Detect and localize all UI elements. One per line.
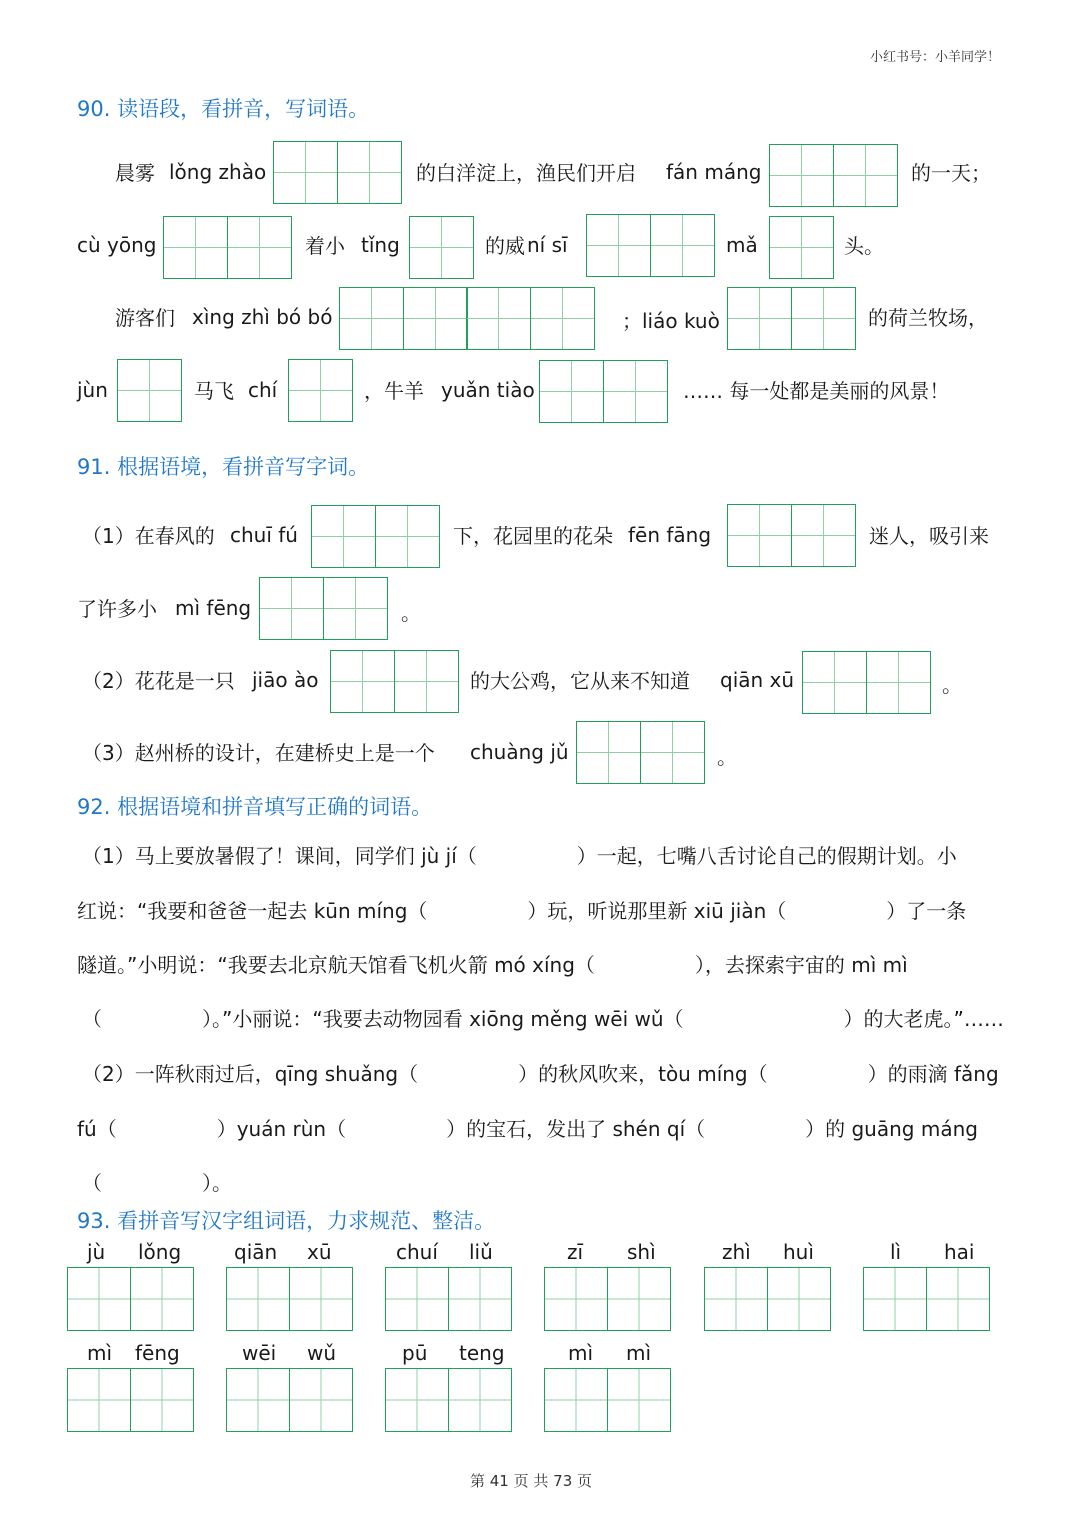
q93-pinyin: chuí [396,1240,438,1264]
writing-grid[interactable] [586,214,713,277]
q90-pinyin: jùn [77,378,108,402]
q90-text: 的一天； [911,161,991,185]
q91-text: 。 [401,601,421,625]
writing-grid[interactable] [769,144,896,207]
q90-text: 的威 [485,234,525,258]
q93-title: 93. 看拼音写汉字组词语，力求规范、整洁。 [77,1209,496,1233]
q91-text: 迷人，吸引来 [869,524,989,548]
writing-grid[interactable] [259,577,386,640]
writing-grid[interactable] [339,287,593,350]
writing-grid[interactable] [704,1267,829,1331]
q91-text: （3）赵州桥的设计，在建桥史上是一个 [82,741,435,765]
q92-line: fú（ ）yuán rùn（ ）的宝石，发出了 shén qí（ ）的 guāng máng [77,1117,978,1141]
q90-text: 游客们 [115,306,175,330]
watermark: 小红书号：小羊同学！ [870,50,1001,65]
q90-pinyin: cù yōng [77,233,157,257]
q93-pinyin: xū [307,1240,332,1264]
writing-grid[interactable] [576,721,703,784]
q93-pinyin: wǔ [307,1341,337,1365]
q93-pinyin: mì [87,1341,113,1365]
writing-grid[interactable] [226,1368,351,1432]
q92-line: （ ）。”小丽说：“我要去动物园看 xiōng měng wēi wǔ（ ）的大老虎。”…… [82,1007,1004,1031]
page-footer: 第 41 页 共 73 页 [470,1472,593,1490]
q91-text: 下，花园里的花朵 [453,524,613,548]
q91-text: （1）在春风的 [82,524,215,548]
writing-grid[interactable] [863,1267,988,1331]
writing-grid[interactable] [539,360,666,423]
writing-grid[interactable] [727,287,854,350]
q93-pinyin: liǔ [469,1240,493,1264]
q91-pinyin: chuàng jǔ [470,740,569,764]
q92-line: 红说：“我要和爸爸一起去 kūn míng（ ）玩，听说那里新 xiū jiàn（ ）了一条 [77,899,967,923]
q92-line: 隧道。”小明说：“我要去北京航天馆看飞机火箭 mó xíng（ ），去探索宇宙的 mì mì [77,953,908,977]
q90-pinyin: fán máng [666,160,762,184]
q90-text: ，牛羊 [364,379,424,403]
q91-text: 了许多小 [77,597,157,621]
q93-pinyin: shì [627,1240,656,1264]
q91-pinyin: mì fēng [175,596,252,620]
q93-pinyin: jù [87,1240,106,1264]
q91-text: （2）花花是一只 [82,669,235,693]
writing-grid[interactable] [769,216,833,279]
q91-pinyin: qiān xū [720,668,795,692]
writing-grid[interactable] [385,1368,510,1432]
q90-pinyin: yuǎn tiào [441,378,535,402]
q93-pinyin: mì [568,1341,594,1365]
writing-grid[interactable] [311,505,438,568]
writing-grid[interactable] [409,216,473,279]
q92-line: （1）马上要放暑假了！课间，同学们 jù jí（ ）一起，七嘴八舌讨论自己的假期计划。小 [82,844,957,868]
q93-pinyin: hai [944,1240,975,1264]
q93-pinyin: lì [890,1240,902,1264]
q90-pinyin: chí [248,378,278,402]
q93-pinyin: huì [783,1240,814,1264]
writing-grid[interactable] [163,216,290,279]
writing-grid[interactable] [330,650,457,713]
writing-grid[interactable] [288,359,352,422]
q90-pinyin: ní sī [527,233,568,257]
q93-pinyin: wēi [242,1341,277,1365]
q90-pinyin: xìng zhì bó bó [192,305,333,329]
q90-text: …… 每一处都是美丽的风景！ [683,379,950,403]
q90-text: 头。 [844,234,884,258]
q93-pinyin: teng [459,1341,505,1365]
writing-grid[interactable] [226,1267,351,1331]
writing-grid[interactable] [67,1368,192,1432]
q91-pinyin: fēn fāng [628,523,712,547]
writing-grid[interactable] [273,141,400,204]
q92-title: 92. 根据语境和拼音填写正确的词语。 [77,795,433,819]
q93-pinyin: mì [626,1341,652,1365]
q93-pinyin: zhì [722,1240,751,1264]
q90-text: 马飞 [194,379,234,403]
writing-grid[interactable] [67,1267,192,1331]
q92-line: （2）一阵秋雨过后，qīng shuǎng（ ）的秋风吹来，tòu míng（ ）的雨滴 fǎng [82,1062,999,1086]
writing-grid[interactable] [727,504,854,567]
q91-text: 。 [717,745,737,769]
q91-pinyin: chuī fú [230,523,298,547]
q93-pinyin: qiān [234,1240,278,1264]
q91-text: 。 [942,673,962,697]
writing-grid[interactable] [544,1267,669,1331]
q93-pinyin: pū [402,1341,428,1365]
writing-grid[interactable] [385,1267,510,1331]
q90-text: 着小 [305,234,345,258]
q90-pinyin: tǐng [361,233,400,257]
q90-text: 的荷兰牧场， [868,306,988,330]
q92-line: （ ）。 [82,1171,232,1195]
q90-text: 的白洋淀上，渔民们开启 [416,161,636,185]
writing-grid[interactable] [802,651,929,714]
q93-pinyin: zī [567,1240,584,1264]
q91-text: 的大公鸡，它从来不知道 [470,669,690,693]
q90-pinyin: ；liáo kuò [622,309,720,333]
q91-pinyin: jiāo ào [252,668,319,692]
writing-grid[interactable] [544,1368,669,1432]
q93-pinyin: lǒng [138,1240,182,1264]
q90-text: 晨雾 [115,161,155,185]
q90-title: 90. 读语段，看拼音，写词语。 [77,97,370,121]
q90-pinyin: lǒng zhào [169,160,267,184]
writing-grid[interactable] [117,359,181,422]
q93-pinyin: fēng [135,1341,180,1365]
q90-pinyin: mǎ [726,233,758,257]
q91-title: 91. 根据语境，看拼音写字词。 [77,455,370,479]
